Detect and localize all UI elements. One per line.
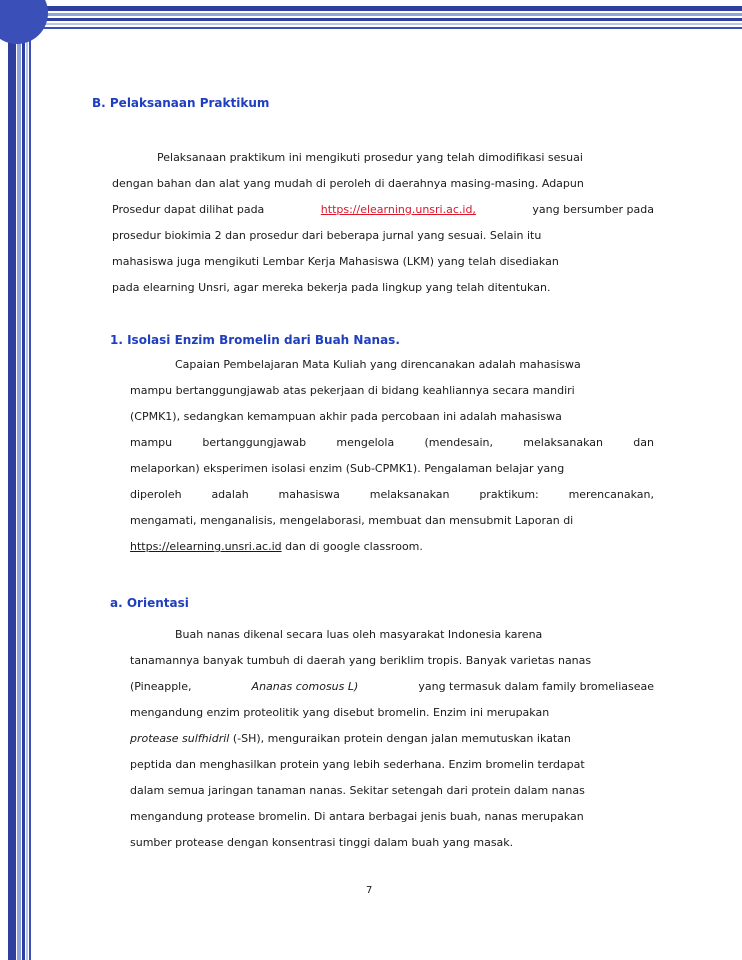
section-a-line: peptida dan menghasilkan protein yang lebih sederhana. Enzim bromelin terdapat (130, 758, 585, 771)
section-a-line: mengandung enzim proteolitik yang disebut bromelin. Enzim ini merupakan (130, 706, 550, 719)
text-span: bertanggungjawab (202, 436, 307, 449)
section-1-line: (CPMK1), sedangkan kemampuan akhir pada percobaan ini adalah mahasiswa (130, 410, 562, 423)
section-b-line (112, 203, 654, 216)
section-1-line: Capaian Pembelajaran Mata Kuliah yang direncanakan adalah mahasiswa (175, 358, 581, 371)
section-1-line: mampu bertanggungjawab atas pekerjaan di bidang keahliannya secara mandiri (130, 384, 575, 397)
italic-term: protease sulfhidril (130, 732, 230, 745)
section-b-line: prosedur biokimia 2 dan prosedur dari beberapa jurnal yang sesuai. Selain itu (112, 229, 542, 242)
section-a-line (130, 732, 571, 745)
section-1-line (130, 436, 654, 449)
elearning-link[interactable]: https://elearning.unsri.ac.id (130, 540, 282, 553)
section-b-line: dengan bahan dan alat yang mudah di peroleh di daerahnya masing-masing. Adapun (112, 177, 584, 190)
section-1-line: melaporkan) eksperimen isolasi enzim (Sub-CPMK1). Pengalaman belajar yang (130, 462, 565, 475)
section-b-heading: B. Pelaksanaan Praktikum (92, 96, 270, 110)
section-1-line (130, 488, 654, 501)
section-b-line: mahasiswa juga mengikuti Lembar Kerja Mahasiswa (LKM) yang telah disediakan (112, 255, 559, 268)
text-span: yang bersumber pada (532, 203, 654, 216)
section-a-line (130, 680, 654, 693)
section-1-heading: 1. Isolasi Enzim Bromelin dari Buah Nanas. (110, 333, 400, 347)
page-number: 7 (366, 885, 373, 896)
section-a-line: dalam semua jaringan tanaman nanas. Sekitar setengah dari protein dalam nanas (130, 784, 585, 797)
left-border-decoration (0, 0, 44, 960)
text-span: dan di google classroom. (281, 540, 423, 553)
section-1-line (130, 540, 423, 553)
text-span: (-SH), menguraikan protein dengan jalan memutuskan ikatan (229, 732, 571, 745)
text-span: melaksanakan (369, 488, 450, 501)
top-border-decoration (30, 0, 742, 40)
elearning-link[interactable]: https://elearning.unsri.ac.id, (320, 203, 476, 216)
text-span: yang termasuk dalam family bromeliaseae (418, 680, 654, 693)
text-span: praktikum: (479, 488, 539, 501)
section-b-line: Pelaksanaan praktikum ini mengikuti prosedur yang telah dimodifikasi sesuai (157, 151, 583, 164)
section-a-heading: a. Orientasi (110, 596, 189, 610)
text-span: adalah (211, 488, 249, 501)
section-a-line: mengandung protease bromelin. Di antara berbagai jenis buah, nanas merupakan (130, 810, 584, 823)
text-span: diperoleh (130, 488, 182, 501)
text-span: (mendesain, (424, 436, 493, 449)
text-span: mampu (130, 436, 173, 449)
section-a-line: sumber protease dengan konsentrasi tinggi dalam buah yang masak. (130, 836, 514, 849)
text-span: (Pineapple, (130, 680, 192, 693)
text-span: mengelola (336, 436, 395, 449)
section-1-line: mengamati, menganalisis, mengelaborasi, membuat dan mensubmit Laporan di (130, 514, 574, 527)
section-a-line: Buah nanas dikenal secara luas oleh masyarakat Indonesia karena (175, 628, 543, 641)
section-b-line: pada elearning Unsri, agar mereka bekerja pada lingkup yang telah ditentukan. (112, 281, 551, 294)
section-a-line: tanamannya banyak tumbuh di daerah yang beriklim tropis. Banyak varietas nanas (130, 654, 592, 667)
text-span: merencanakan, (568, 488, 654, 501)
text-span: melaksanakan (523, 436, 604, 449)
text-span: Prosedur dapat dilihat pada (112, 203, 265, 216)
text-span: dan (633, 436, 654, 449)
species-name: Ananas comosus L) (251, 680, 359, 693)
text-span: mahasiswa (278, 488, 340, 501)
